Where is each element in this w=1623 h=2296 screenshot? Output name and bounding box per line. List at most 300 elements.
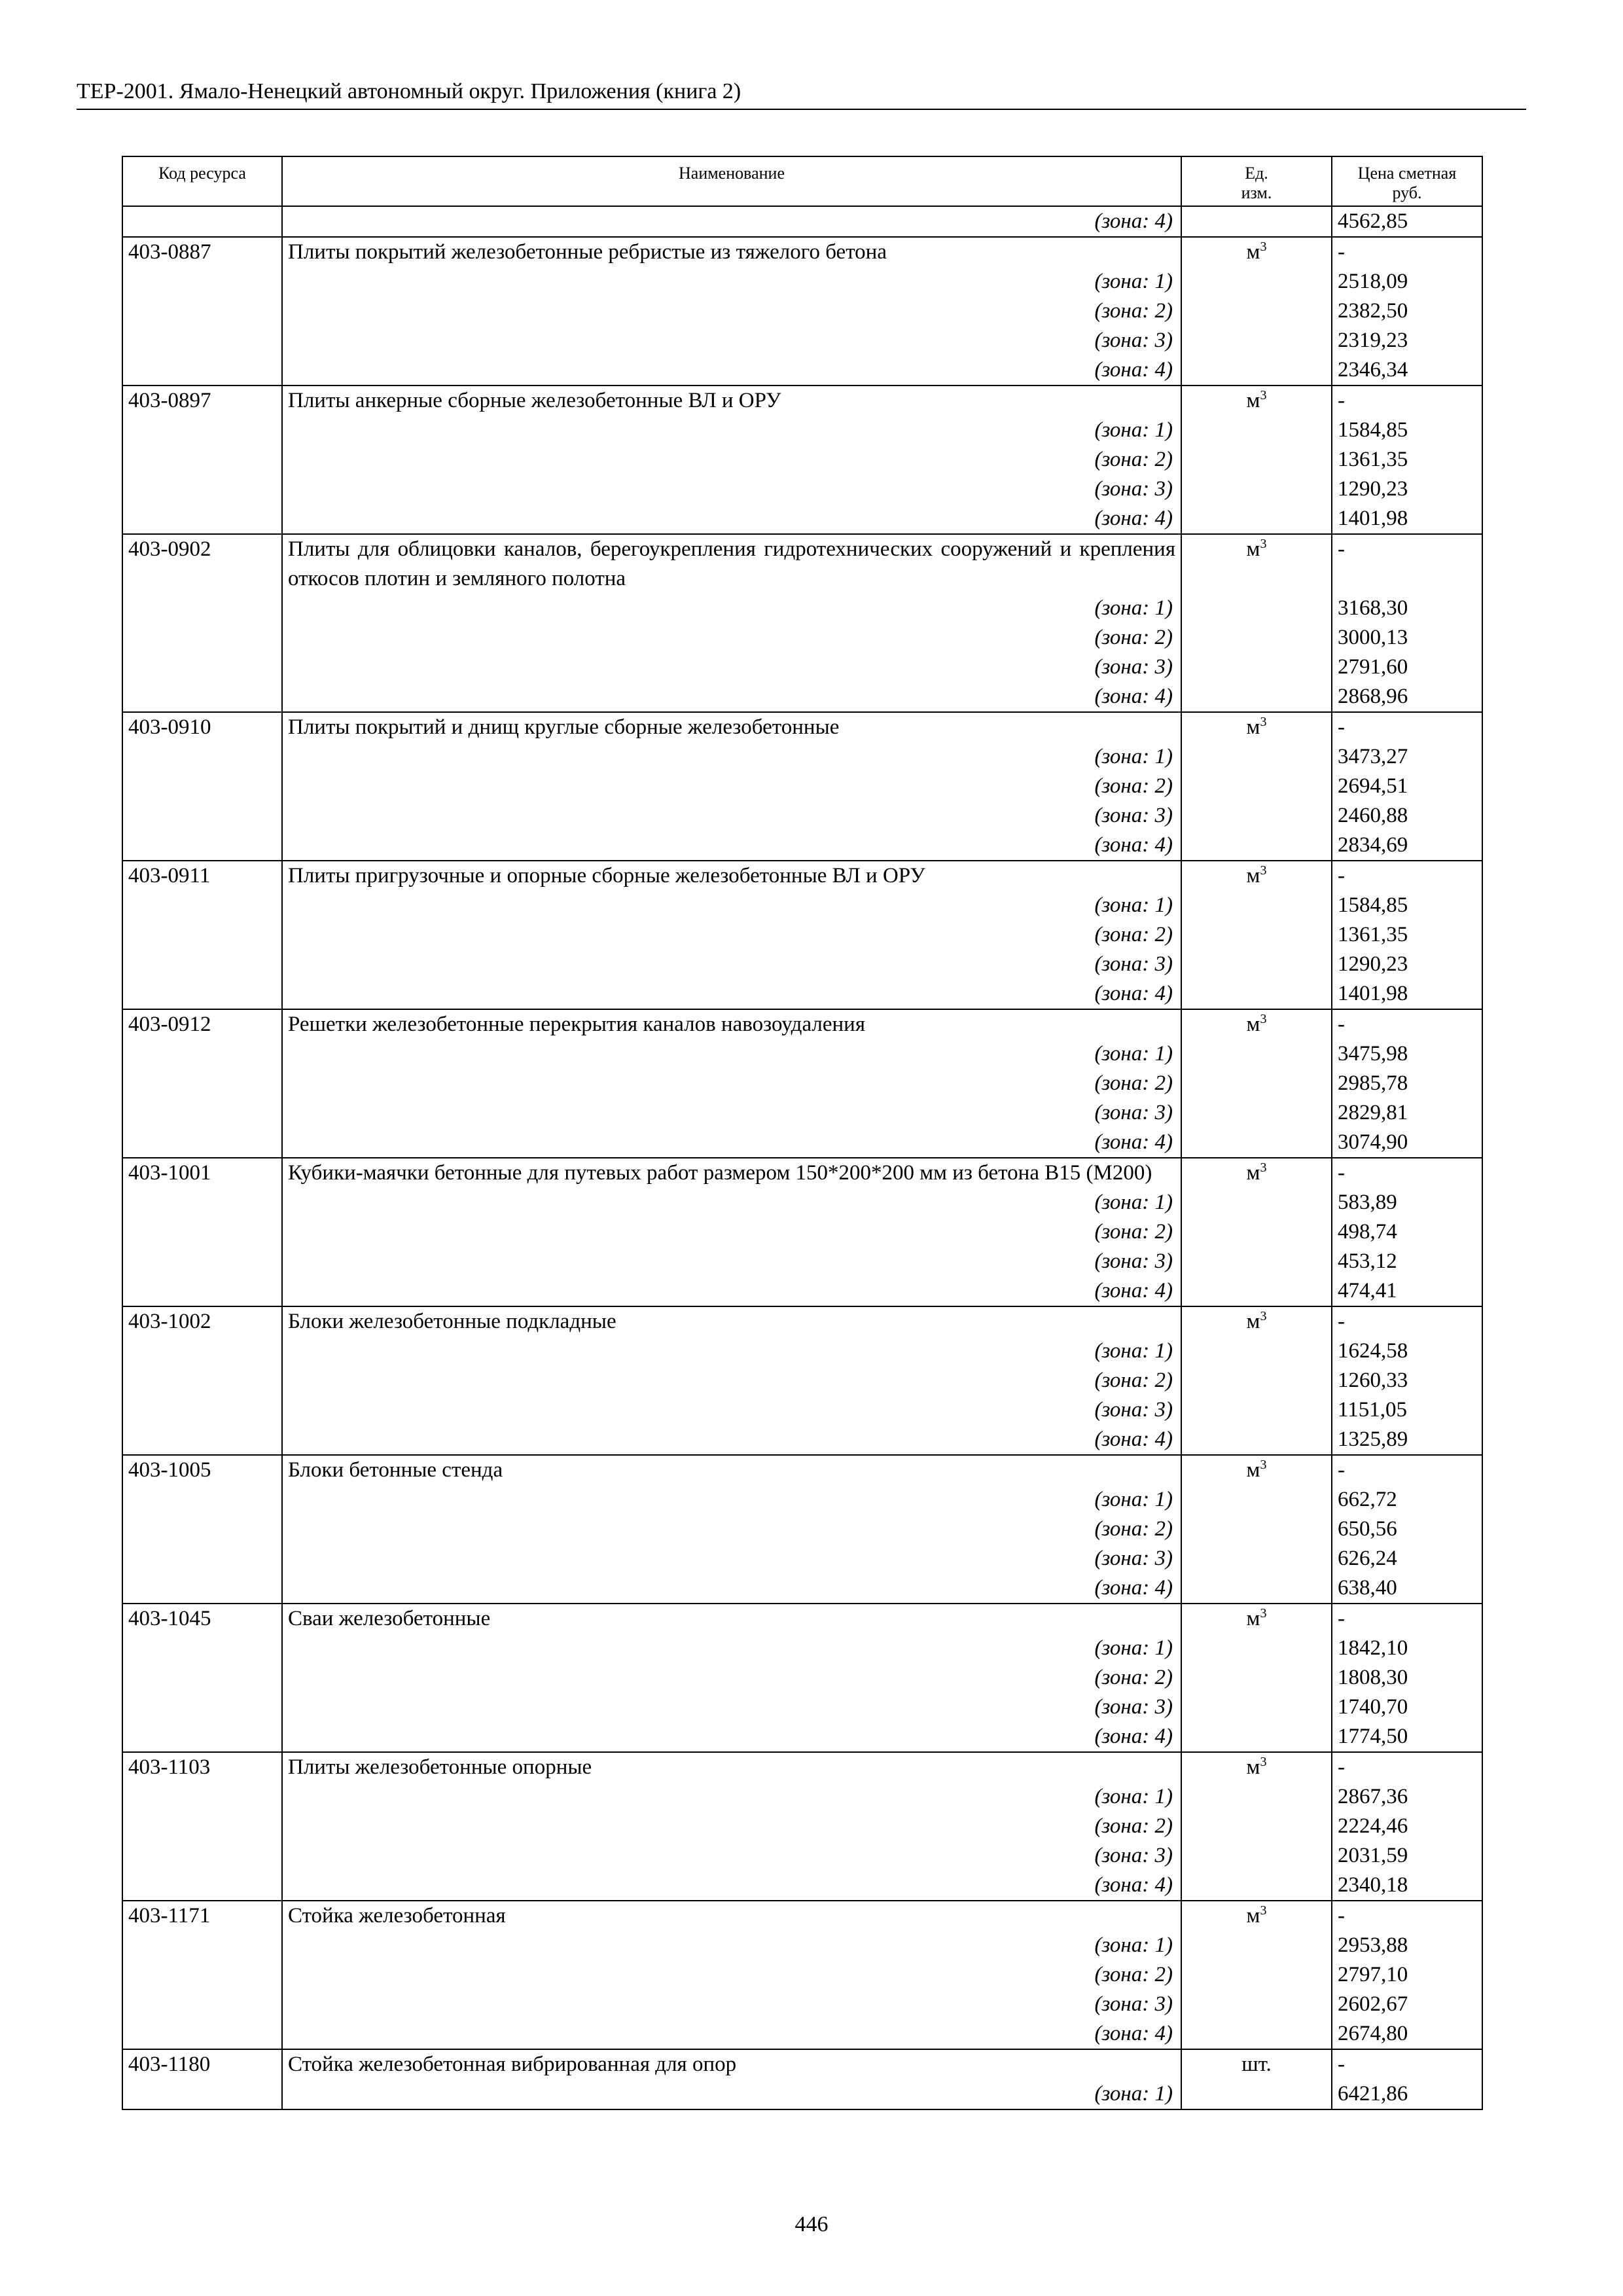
- zone-price: 1260,33: [1332, 1366, 1482, 1395]
- zone-unit: [1181, 355, 1332, 386]
- zone-row: [122, 1247, 1482, 1276]
- zone-label: (зона: 2): [1094, 626, 1173, 649]
- zone-price: 662,72: [1332, 1485, 1482, 1515]
- zone-label: (зона: 2): [1094, 1666, 1173, 1689]
- zone-row: [122, 831, 1482, 861]
- resource-name: Плиты покрытий железобетонные ребристые из тяжелого бетона: [282, 237, 1181, 267]
- table-header-row: [122, 156, 1482, 206]
- zone-price: 583,89: [1332, 1188, 1482, 1217]
- resource-unit: [1181, 1306, 1332, 1336]
- zone-name: [282, 2079, 1181, 2109]
- column-header-price-line1: Цена сметная: [1357, 164, 1457, 183]
- zone-code: [122, 2079, 282, 2109]
- zone-label: (зона: 2): [1094, 1220, 1173, 1244]
- zone-price: 1361,35: [1332, 445, 1482, 475]
- zone-name: [282, 1663, 1181, 1693]
- table-row: [122, 1604, 1482, 1634]
- zone-label: (зона: 3): [1094, 1249, 1173, 1273]
- zone-code: [122, 1336, 282, 1366]
- zone-price: 6421,86: [1332, 2079, 1482, 2109]
- resource-unit: [1181, 2049, 1332, 2079]
- zone-label: (зона: 4): [1094, 685, 1173, 708]
- resource-price: -: [1332, 2049, 1482, 2079]
- zone-unit: [1181, 445, 1332, 475]
- zone-label: (зона: 4): [1094, 2022, 1173, 2045]
- zone-row: [122, 979, 1482, 1009]
- zone-label: (зона: 4): [1094, 1427, 1173, 1451]
- zone-label: (зона: 1): [1094, 745, 1173, 768]
- table-row: [122, 237, 1482, 267]
- zone-name: [282, 1098, 1181, 1128]
- zone-price: 2382,50: [1332, 296, 1482, 326]
- resource-code: 403-1103: [122, 1752, 282, 1782]
- zone-unit: [1181, 1395, 1332, 1425]
- zone-label: (зона: 2): [1094, 1071, 1173, 1095]
- zone-code: [122, 1722, 282, 1752]
- resource-name: Плиты пригрузочные и опорные сборные железобетонные ВЛ и ОРУ: [282, 861, 1181, 891]
- zone-name: [282, 1990, 1181, 2019]
- zone-code: [122, 1871, 282, 1901]
- unit-text: м: [1246, 1161, 1260, 1185]
- resource-code: 403-1002: [122, 1306, 282, 1336]
- zone-unit: [1181, 1276, 1332, 1306]
- zone-price: 2602,67: [1332, 1990, 1482, 2019]
- zone-label: (зона: 1): [1094, 1042, 1173, 1066]
- zone-unit: [1181, 772, 1332, 801]
- continuation-name: [282, 206, 1181, 237]
- table-row: [122, 2049, 1482, 2079]
- zone-price: 453,12: [1332, 1247, 1482, 1276]
- zone-unit: [1181, 1544, 1332, 1573]
- zone-price: 1584,85: [1332, 891, 1482, 920]
- unit-superscript: 3: [1260, 537, 1267, 551]
- zone-code: [122, 653, 282, 682]
- zone-code: [122, 296, 282, 326]
- column-header-unit-line1: Ед.: [1245, 164, 1268, 183]
- zone-name: [282, 1544, 1181, 1573]
- zone-price: 2460,88: [1332, 801, 1482, 831]
- zone-unit: [1181, 1425, 1332, 1455]
- resource-code: 403-1045: [122, 1604, 282, 1634]
- zone-name: [282, 742, 1181, 772]
- zone-price: 3168,30: [1332, 594, 1482, 623]
- zone-price: 1290,23: [1332, 475, 1482, 504]
- unit-superscript: 3: [1260, 1458, 1267, 1472]
- zone-name: [282, 831, 1181, 861]
- table-row: [122, 1901, 1482, 1931]
- zone-code: [122, 445, 282, 475]
- zone-label: (зона: 2): [1094, 774, 1173, 798]
- zone-price: 2340,18: [1332, 1871, 1482, 1901]
- resource-unit: [1181, 1901, 1332, 1931]
- resource-unit: [1181, 1158, 1332, 1188]
- zone-unit: [1181, 920, 1332, 950]
- zone-row: [122, 1098, 1482, 1128]
- zone-code: [122, 1990, 282, 2019]
- zone-price: 1842,10: [1332, 1634, 1482, 1663]
- continuation-code: [122, 206, 282, 237]
- zone-row: [122, 1515, 1482, 1544]
- resource-name: Стойка железобетонная вибрированная для опор: [282, 2049, 1181, 2079]
- zone-name: [282, 772, 1181, 801]
- zone-row: [122, 1634, 1482, 1663]
- zone-label: (зона: 3): [1094, 1547, 1173, 1570]
- zone-row: [122, 504, 1482, 534]
- zone-unit: [1181, 682, 1332, 712]
- zone-label: (зона: 4): [1094, 1130, 1173, 1154]
- unit-text: шт.: [1241, 2053, 1272, 2076]
- zone-row: [122, 1960, 1482, 1990]
- zone-code: [122, 831, 282, 861]
- resource-code: 403-0902: [122, 534, 282, 594]
- column-header-name: Наименование: [282, 156, 1181, 206]
- resource-name: Кубики-маячки бетонные для путевых работ размером 150*200*200 мм из бетона В15 (М200): [282, 1158, 1181, 1188]
- zone-unit: [1181, 1782, 1332, 1812]
- zone-unit: [1181, 1693, 1332, 1722]
- zone-unit: [1181, 2079, 1332, 2109]
- zone-code: [122, 1217, 282, 1247]
- resource-price: -: [1332, 1009, 1482, 1039]
- zone-code: [122, 891, 282, 920]
- zone-code: [122, 682, 282, 712]
- zone-code: [122, 920, 282, 950]
- zone-name: [282, 1366, 1181, 1395]
- zone-code: [122, 1544, 282, 1573]
- zone-price: 2694,51: [1332, 772, 1482, 801]
- zone-label: (зона: 1): [1094, 1339, 1173, 1363]
- zone-name: [282, 1069, 1181, 1098]
- zone-label: (зона: 3): [1094, 1695, 1173, 1719]
- zone-label: (зона: 4): [1094, 1725, 1173, 1748]
- zone-name: [282, 267, 1181, 296]
- zone-price: 2319,23: [1332, 326, 1482, 355]
- zone-row: [122, 1395, 1482, 1425]
- zone-row: [122, 475, 1482, 504]
- zone-code: [122, 801, 282, 831]
- zone-name: [282, 950, 1181, 979]
- resource-unit: [1181, 712, 1332, 742]
- zone-name: [282, 1276, 1181, 1306]
- zone-unit: [1181, 326, 1332, 355]
- zone-unit: [1181, 1515, 1332, 1544]
- zone-unit: [1181, 1812, 1332, 1841]
- zone-code: [122, 1395, 282, 1425]
- page-number: 446: [794, 2212, 829, 2236]
- price-table: [122, 156, 1483, 2110]
- zone-price: 474,41: [1332, 1276, 1482, 1306]
- zone-code: [122, 979, 282, 1009]
- zone-row: [122, 1782, 1482, 1812]
- continuation-row: [122, 206, 1482, 237]
- zone-row: [122, 445, 1482, 475]
- zone-name: [282, 475, 1181, 504]
- column-header-unit: [1181, 156, 1332, 206]
- zone-name: [282, 1247, 1181, 1276]
- resource-name: Плиты железобетонные опорные: [282, 1752, 1181, 1782]
- table-row: [122, 1455, 1482, 1485]
- zone-price: 3000,13: [1332, 623, 1482, 653]
- zone-row: [122, 950, 1482, 979]
- zone-code: [122, 1782, 282, 1812]
- zone-label: (зона: 1): [1094, 1636, 1173, 1660]
- zone-row: [122, 1573, 1482, 1604]
- zone-row: [122, 920, 1482, 950]
- zone-code: [122, 1366, 282, 1395]
- table-row: [122, 534, 1482, 594]
- resource-code: 403-0910: [122, 712, 282, 742]
- zone-label: (зона: 3): [1094, 655, 1173, 679]
- unit-superscript: 3: [1260, 1012, 1267, 1026]
- zone-row: [122, 1188, 1482, 1217]
- zone-name: [282, 653, 1181, 682]
- unit-text: м: [1246, 537, 1260, 561]
- resource-name: Сваи железобетонные: [282, 1604, 1181, 1634]
- zone-name: [282, 355, 1181, 386]
- zone-price: 2985,78: [1332, 1069, 1482, 1098]
- unit-superscript: 3: [1260, 240, 1267, 254]
- zone-price: 3473,27: [1332, 742, 1482, 772]
- zone-code: [122, 772, 282, 801]
- unit-superscript: 3: [1260, 1903, 1267, 1918]
- unit-text: м: [1246, 1904, 1260, 1928]
- unit-text: м: [1246, 864, 1260, 888]
- unit-superscript: 3: [1260, 1309, 1267, 1323]
- zone-code: [122, 1247, 282, 1276]
- unit-superscript: 3: [1260, 388, 1267, 403]
- zone-label: (зона: 1): [1094, 1191, 1173, 1214]
- zone-row: [122, 742, 1482, 772]
- zone-unit: [1181, 267, 1332, 296]
- zone-price: 626,24: [1332, 1544, 1482, 1573]
- zone-row: [122, 267, 1482, 296]
- resource-price: -: [1332, 1306, 1482, 1336]
- zone-name: [282, 594, 1181, 623]
- zone-name: [282, 1336, 1181, 1366]
- zone-price: 1361,35: [1332, 920, 1482, 950]
- zone-code: [122, 594, 282, 623]
- zone-code: [122, 1188, 282, 1217]
- zone-price: 2829,81: [1332, 1098, 1482, 1128]
- zone-row: [122, 1693, 1482, 1722]
- zone-unit: [1181, 1960, 1332, 1990]
- zone-price: 3074,90: [1332, 1128, 1482, 1158]
- column-header-code: Код ресурса: [122, 156, 282, 206]
- zone-name: [282, 296, 1181, 326]
- zone-name: [282, 979, 1181, 1009]
- resource-unit: [1181, 861, 1332, 891]
- zone-unit: [1181, 1722, 1332, 1752]
- resource-name: Решетки железобетонные перекрытия каналов навозоудаления: [282, 1009, 1181, 1039]
- zone-unit: [1181, 1990, 1332, 2019]
- zone-unit: [1181, 1098, 1332, 1128]
- zone-code: [122, 1634, 282, 1663]
- unit-text: м: [1246, 1310, 1260, 1333]
- resource-price: -: [1332, 1901, 1482, 1931]
- zone-row: [122, 1039, 1482, 1069]
- unit-superscript: 3: [1260, 1160, 1267, 1175]
- zone-name: [282, 1039, 1181, 1069]
- resource-code: 403-0897: [122, 386, 282, 416]
- table-row: [122, 386, 1482, 416]
- zone-label: (зона: 2): [1094, 1517, 1173, 1541]
- zone-price: 2953,88: [1332, 1931, 1482, 1960]
- zone-code: [122, 326, 282, 355]
- zone-label: (зона: 1): [1094, 418, 1173, 442]
- zone-row: [122, 1871, 1482, 1901]
- zone-name: [282, 1931, 1181, 1960]
- zone-label: (зона: 1): [1094, 1785, 1173, 1808]
- zone-price: 1584,85: [1332, 416, 1482, 445]
- table-row: [122, 861, 1482, 891]
- column-header-unit-line2: изм.: [1241, 183, 1272, 202]
- zone-label: (зона: 1): [1094, 270, 1173, 293]
- document-title: ТЕР-2001. Ямало-Ненецкий автономный округ. Приложения (книга 2): [77, 79, 741, 103]
- zone-price: 2867,36: [1332, 1782, 1482, 1812]
- resource-code: 403-0887: [122, 237, 282, 267]
- zone-unit: [1181, 1841, 1332, 1871]
- zone-label: (зона: 4): [1094, 833, 1173, 857]
- resource-code: 403-1180: [122, 2049, 282, 2079]
- zone-code: [122, 1098, 282, 1128]
- unit-text: м: [1246, 1607, 1260, 1630]
- zone-code: [122, 742, 282, 772]
- table-row: [122, 1752, 1482, 1782]
- page-header: [77, 77, 1526, 110]
- zone-name: [282, 682, 1181, 712]
- zone-price: 1401,98: [1332, 979, 1482, 1009]
- zone-price: 1774,50: [1332, 1722, 1482, 1752]
- zone-row: [122, 1931, 1482, 1960]
- table-row: [122, 1306, 1482, 1336]
- resource-unit: [1181, 1604, 1332, 1634]
- zone-name: [282, 920, 1181, 950]
- resource-price: -: [1332, 237, 1482, 267]
- zone-unit: [1181, 1039, 1332, 1069]
- zone-unit: [1181, 801, 1332, 831]
- resource-price: -: [1332, 1158, 1482, 1188]
- zone-unit: [1181, 891, 1332, 920]
- zone-row: [122, 682, 1482, 712]
- zone-row: [122, 1722, 1482, 1752]
- zone-row: [122, 2019, 1482, 2049]
- zone-code: [122, 504, 282, 534]
- zone-unit: [1181, 475, 1332, 504]
- resource-code: 403-0912: [122, 1009, 282, 1039]
- zone-price: 1325,89: [1332, 1425, 1482, 1455]
- resource-unit: [1181, 1009, 1332, 1039]
- resource-price: -: [1332, 1752, 1482, 1782]
- zone-label: (зона: 2): [1094, 299, 1173, 323]
- zone-name: [282, 801, 1181, 831]
- zone-label: (зона: 2): [1094, 923, 1173, 946]
- zone-row: [122, 1217, 1482, 1247]
- zone-row: [122, 891, 1482, 920]
- zone-name: [282, 445, 1181, 475]
- zone-label: (зона: 1): [1094, 1933, 1173, 1957]
- unit-text: м: [1246, 1013, 1260, 1036]
- zone-unit: [1181, 950, 1332, 979]
- zone-price: 1151,05: [1332, 1395, 1482, 1425]
- zone-name: [282, 1395, 1181, 1425]
- zone-code: [122, 1931, 282, 1960]
- zone-label: (зона: 4): [1094, 1279, 1173, 1302]
- zone-row: [122, 1544, 1482, 1573]
- unit-text: м: [1246, 1458, 1260, 1482]
- table-row: [122, 1158, 1482, 1188]
- zone-code: [122, 267, 282, 296]
- zone-unit: [1181, 1247, 1332, 1276]
- zone-unit: [1181, 1573, 1332, 1604]
- zone-unit: [1181, 1128, 1332, 1158]
- unit-text: м: [1246, 715, 1260, 739]
- zone-price: 1624,58: [1332, 1336, 1482, 1366]
- zone-code: [122, 1425, 282, 1455]
- zone-name: [282, 1960, 1181, 1990]
- zone-price: 498,74: [1332, 1217, 1482, 1247]
- zone-price: 1808,30: [1332, 1663, 1482, 1693]
- zone-row: [122, 1990, 1482, 2019]
- zone-name: [282, 1693, 1181, 1722]
- zone-unit: [1181, 1336, 1332, 1366]
- zone-code: [122, 1663, 282, 1693]
- zone-price: 2031,59: [1332, 1841, 1482, 1871]
- zone-price: 2791,60: [1332, 653, 1482, 682]
- zone-name: [282, 1485, 1181, 1515]
- zone-row: [122, 801, 1482, 831]
- zone-unit: [1181, 2019, 1332, 2049]
- unit-superscript: 3: [1260, 863, 1267, 878]
- zone-row: [122, 1276, 1482, 1306]
- zone-code: [122, 1485, 282, 1515]
- zone-code: [122, 623, 282, 653]
- resource-name: Плиты анкерные сборные железобетонные ВЛ и ОРУ: [282, 386, 1181, 416]
- zone-unit: [1181, 623, 1332, 653]
- zone-label: (зона: 3): [1094, 804, 1173, 827]
- zone-label: (зона: 1): [1094, 893, 1173, 917]
- zone-price: 2834,69: [1332, 831, 1482, 861]
- zone-row: [122, 1366, 1482, 1395]
- zone-row: [122, 416, 1482, 445]
- zone-label: (зона: 3): [1094, 1101, 1173, 1124]
- zone-label: (зона: 3): [1094, 1844, 1173, 1867]
- zone-name: [282, 891, 1181, 920]
- zone-unit: [1181, 1634, 1332, 1663]
- zone-price: 3475,98: [1332, 1039, 1482, 1069]
- resource-unit: [1181, 1455, 1332, 1485]
- zone-price: 1290,23: [1332, 950, 1482, 979]
- zone-row: [122, 623, 1482, 653]
- resource-code: 403-1005: [122, 1455, 282, 1485]
- zone-unit: [1181, 831, 1332, 861]
- unit-superscript: 3: [1260, 1755, 1267, 1769]
- zone-row: [122, 1812, 1482, 1841]
- zone-unit: [1181, 1217, 1332, 1247]
- zone-label: (зона: 4): [1094, 209, 1173, 233]
- table-row: [122, 1009, 1482, 1039]
- zone-price: 2868,96: [1332, 682, 1482, 712]
- zone-label: (зона: 4): [1094, 1576, 1173, 1600]
- price-table-body: [122, 206, 1482, 2109]
- unit-text: м: [1246, 389, 1260, 412]
- zone-unit: [1181, 1931, 1332, 1960]
- zone-code: [122, 1276, 282, 1306]
- unit-text: м: [1246, 240, 1260, 264]
- zone-name: [282, 1573, 1181, 1604]
- resource-name: Блоки бетонные стенда: [282, 1455, 1181, 1485]
- unit-superscript: 3: [1260, 1606, 1267, 1621]
- zone-price: 4562,85: [1332, 206, 1482, 237]
- zone-unit: [1181, 504, 1332, 534]
